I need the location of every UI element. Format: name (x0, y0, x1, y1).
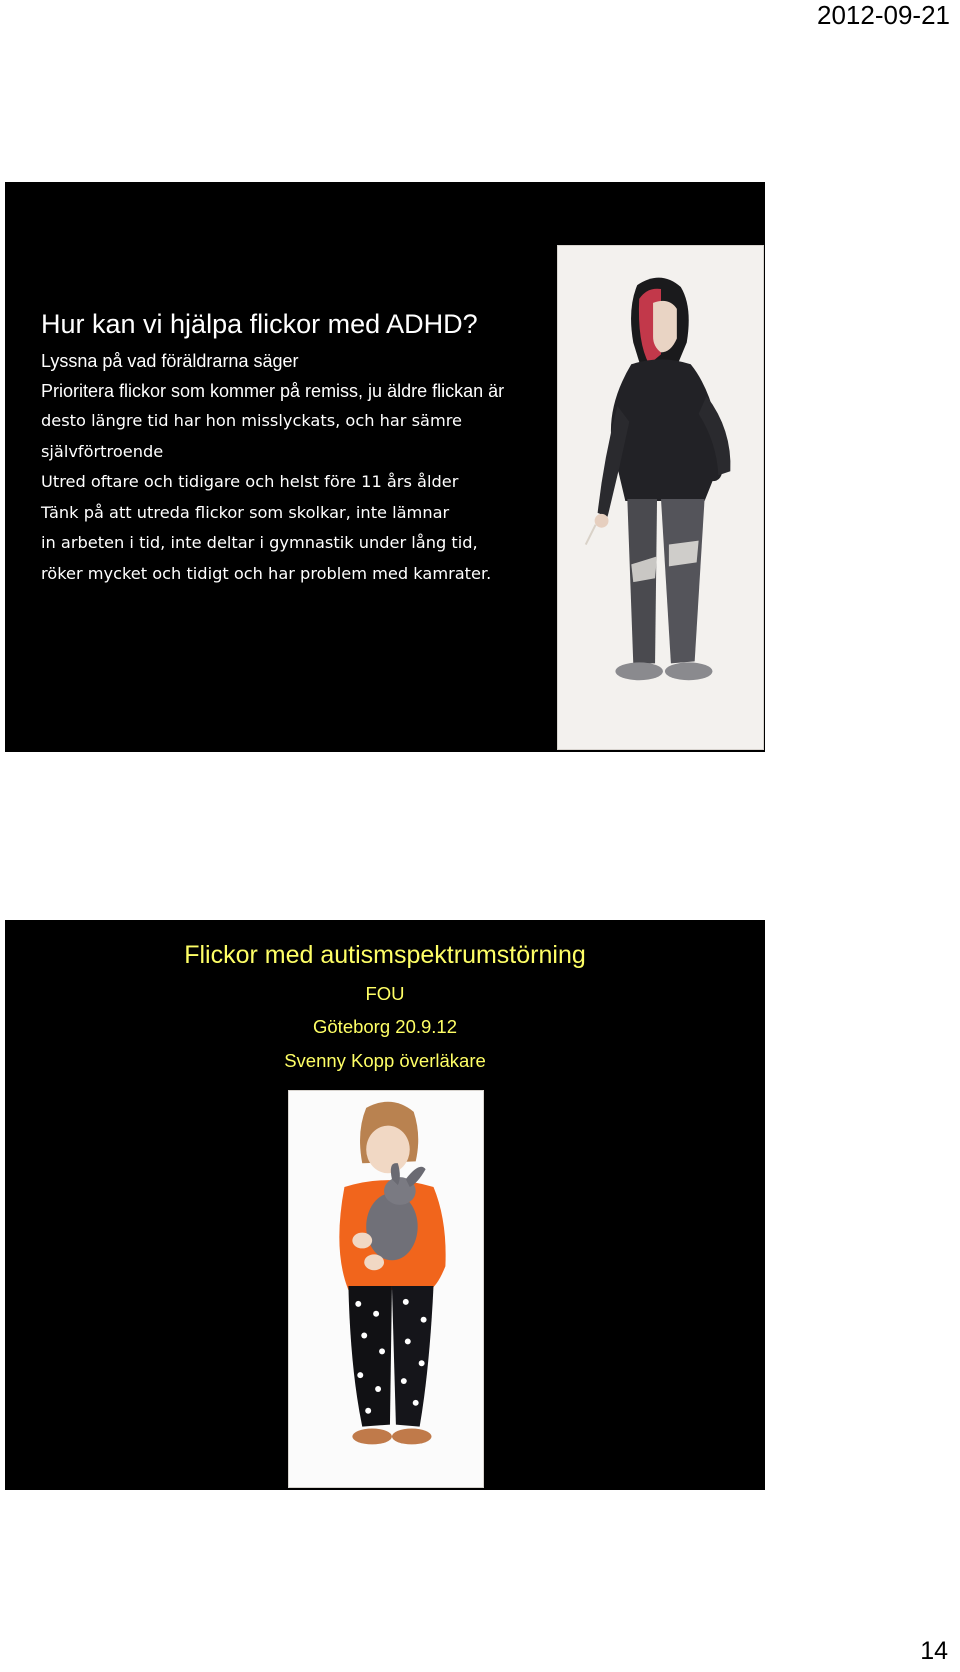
body-line: Tänk på att utreda flickor som skolkar, inte lämnar (41, 502, 450, 522)
subtitle-line-author: Svenny Kopp överläkare (284, 1050, 486, 1071)
slide-autism (5, 920, 765, 1490)
slide-intro (41, 346, 561, 406)
body-line: Utred oftare och tidigare och helst före 11 års ålder (41, 472, 459, 492)
slide-title: Hur kan vi hjälpa flickor med ADHD? (41, 309, 478, 339)
body-line: in arbeten i tid, inte deltar i gymnastik under lång tid, (41, 533, 478, 553)
hooded-girl-drawing-icon (558, 246, 763, 749)
body-line: självförtroende (41, 441, 164, 461)
girl-with-rabbit-illustration (288, 1090, 484, 1488)
body-line: röker mycket och tidigt och har problem med kamrater. (41, 563, 492, 583)
hooded-girl-illustration (557, 245, 764, 750)
girl-with-rabbit-drawing-icon (289, 1091, 483, 1487)
body-line: desto längre tid har hon misslyckats, och har sämre (41, 411, 462, 430)
slide-title: Flickor med autismspektrumstörning (184, 941, 586, 969)
slide-adhd (5, 182, 765, 752)
subtitle-line-location-date: Göteborg 20.9.12 (313, 1016, 457, 1037)
intro-line: Prioritera flickor som kommer på remiss, ju äldre flickan är (41, 381, 505, 401)
intro-line: Lyssna på vad föräldrarna säger (41, 351, 299, 371)
page-number: 14 (920, 1637, 948, 1665)
slide-body-text (41, 406, 561, 590)
subtitle-line-fou: FOU (365, 983, 405, 1004)
page-date: 2012-09-21 (817, 0, 950, 30)
